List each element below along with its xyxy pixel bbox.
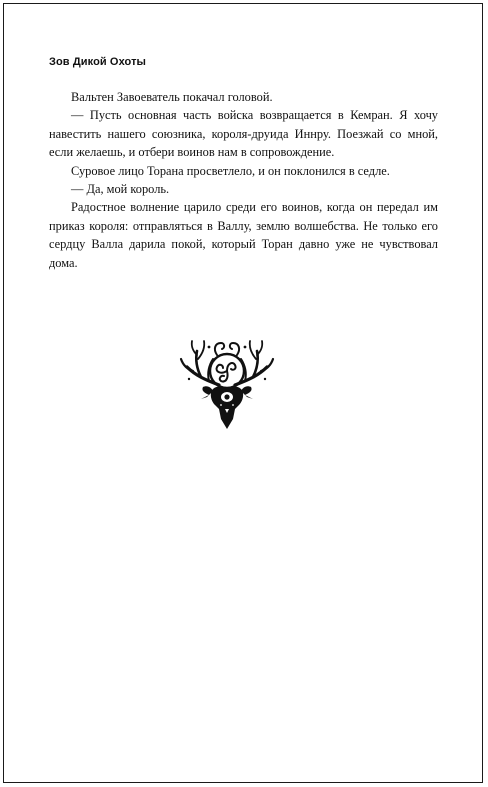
paragraph-3: Суровое лицо Торана просветлело, и он поклонился в седле. <box>71 163 390 178</box>
paragraph-1: Вальтен Завоеватель покачал головой. <box>71 90 273 104</box>
antlered-skull-ornament-icon <box>179 333 275 433</box>
paragraph-5: Радостное волнение царило среди его воинов, когда он передал им приказ короля: отправляться в Валлу, землю волшебства. Не только его сердцу Валла дарила покой, который Торан давно уже не чувствовал дома. <box>49 200 438 270</box>
paragraph-4: — Да, мой король. <box>71 182 170 197</box>
running-head: Зов Дикой Охоты <box>49 56 147 68</box>
body-text <box>49 88 438 272</box>
paragraph-2: — Пусть основная часть войска возвращается в Кемран. Я хочу навестить нашего союзника, короля-друида Иннру. Поезжай со мной, если желаешь, и отбери воинов нам в сопровождение. <box>49 108 438 160</box>
